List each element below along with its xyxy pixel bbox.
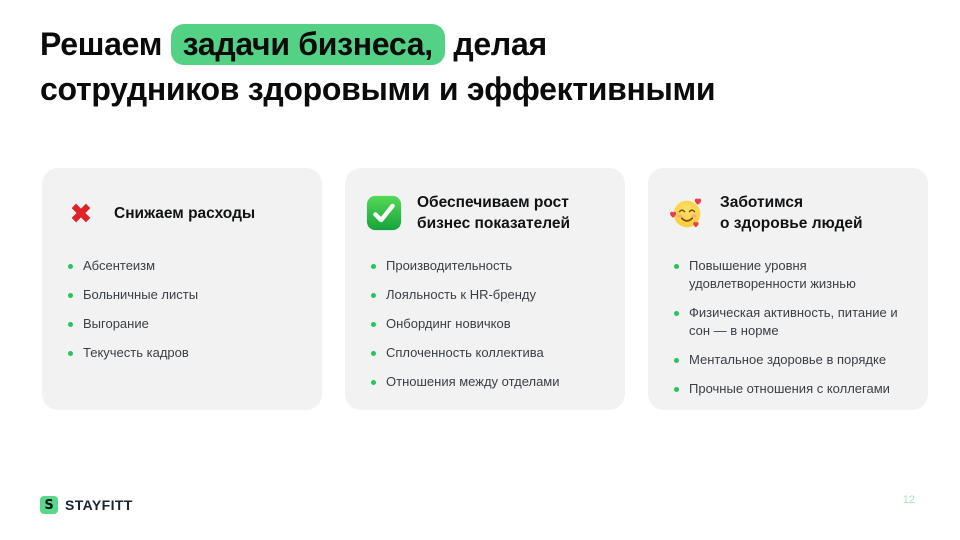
list-item — [365, 286, 605, 304]
bullet-dot-icon — [371, 351, 376, 356]
card-header — [668, 186, 908, 240]
card-title-line: бизнес показателей — [417, 215, 571, 232]
list-item — [365, 257, 605, 275]
card-header — [62, 186, 302, 240]
card-title — [720, 192, 863, 234]
card-people-health — [648, 168, 928, 410]
card-title-line: о здоровье людей — [720, 215, 863, 232]
list-item — [668, 351, 908, 369]
card-title-line: Обеспечиваем рост — [417, 194, 569, 211]
brand-name: STAYFITT — [65, 497, 133, 513]
list-item-text: Ментальное здоровье в порядке — [689, 352, 887, 367]
list-item-text: Сплоченность коллектива — [386, 345, 544, 360]
card-business-growth — [345, 168, 625, 410]
bullet-dot-icon — [371, 293, 376, 298]
list-item — [668, 257, 908, 293]
list-item-text: Онбординг новичков — [386, 316, 511, 331]
list-item — [668, 380, 908, 398]
list-item — [62, 315, 302, 333]
list-item-text: Выгорание — [83, 316, 149, 331]
page-number: 12 — [902, 494, 915, 506]
list-item-text: Текучесть кадров — [83, 345, 189, 360]
check-mark-icon — [365, 194, 403, 232]
card-title — [417, 192, 570, 234]
title-segment-after: делая — [444, 26, 547, 62]
bullet-dot-icon — [674, 264, 679, 269]
card-title-line: Снижаем расходы — [114, 204, 256, 222]
bullet-dot-icon — [68, 322, 73, 327]
bullet-dot-icon — [371, 322, 376, 327]
slide-title — [40, 22, 930, 112]
list-item — [62, 257, 302, 275]
card-reduce-costs — [42, 168, 322, 410]
bullet-dot-icon — [68, 293, 73, 298]
list-item-text: Производительность — [386, 258, 513, 273]
smiling-face-with-hearts-icon — [668, 194, 706, 232]
title-segment-before: Решаем — [40, 26, 171, 62]
card-list — [62, 257, 302, 362]
list-item — [62, 286, 302, 304]
list-item — [365, 344, 605, 362]
bullet-dot-icon — [371, 380, 376, 385]
list-item-text: Лояльность к HR-бренду — [386, 287, 536, 302]
bullet-dot-icon — [674, 387, 679, 392]
bullet-dot-icon — [674, 358, 679, 363]
bullet-dot-icon — [68, 351, 73, 356]
brand-logo — [40, 496, 133, 514]
bullet-dot-icon — [371, 264, 376, 269]
list-item-text: Больничные листы — [83, 287, 199, 302]
list-item-text: Прочные отношения с коллегами — [689, 381, 890, 396]
bullet-dot-icon — [68, 264, 73, 269]
card-header — [365, 186, 605, 240]
list-item-text: Абсентеизм — [83, 258, 156, 273]
card-list — [365, 257, 605, 391]
card-title-line: Заботимся — [720, 194, 804, 211]
title-line2: сотрудников здоровыми и эффективными — [40, 71, 716, 107]
card-title — [114, 203, 255, 224]
list-item — [62, 344, 302, 362]
list-item — [668, 304, 908, 340]
cross-mark-icon — [62, 194, 100, 232]
list-item-text: Отношения между отделами — [386, 374, 560, 389]
bullet-dot-icon — [674, 311, 679, 316]
logo-icon: S — [40, 496, 58, 514]
list-item-text: Повышение уровня удовлетворенности жизнью — [689, 258, 856, 291]
list-item — [365, 315, 605, 333]
card-list — [668, 257, 908, 398]
list-item-text: Физическая активность, питание и сон — в норме — [689, 305, 898, 338]
title-highlight: задачи бизнеса, — [171, 24, 445, 65]
cards-row — [42, 168, 928, 410]
list-item — [365, 373, 605, 391]
